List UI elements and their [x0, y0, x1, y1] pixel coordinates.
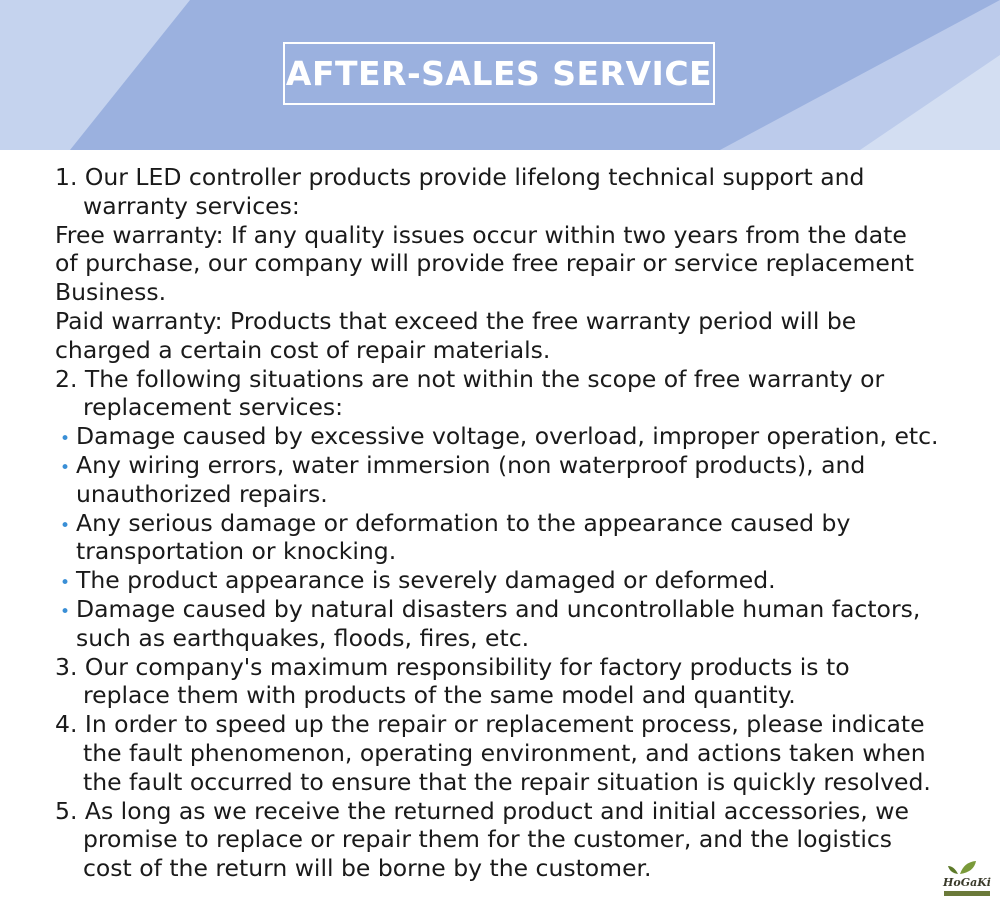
list-item: [55, 595, 985, 624]
bullet-5-text: Damage caused by natural disasters and uncontrollable human factors,: [76, 594, 921, 623]
free-warranty-line-2: of purchase, our company will provide free repair or service replacement: [55, 249, 914, 278]
bullet-2-text: Any wiring errors, water immersion (non waterproof products), and: [76, 450, 866, 479]
service-content: [55, 163, 985, 883]
section-3-line-1: 3. Our company's maximum responsibility for factory products is to: [55, 652, 850, 681]
list-item: [55, 509, 985, 538]
bullet-icon: •: [60, 601, 71, 622]
section-5-line-1: 5. As long as we receive the returned product and initial accessories, we: [55, 796, 909, 825]
section-2-line-2: replacement services:: [83, 393, 344, 422]
bullet-3-continuation: transportation or knocking.: [76, 537, 397, 566]
section-1-line-2: warranty services:: [83, 191, 300, 220]
header-banner: [0, 0, 1000, 150]
list-item: [55, 422, 985, 451]
bullet-2-continuation: unauthorized repairs.: [76, 479, 328, 508]
leaf-icon: [942, 858, 992, 878]
section-4-line-1: 4. In order to speed up the repair or replacement process, please indicate: [55, 710, 925, 739]
section-4-line-3: the fault occurred to ensure that the repair situation is quickly resolved.: [83, 767, 931, 796]
logo-text: HoGaKi: [943, 876, 991, 889]
paid-warranty-line-2: charged a certain cost of repair materials.: [55, 335, 551, 364]
bullet-icon: •: [60, 573, 71, 594]
section-5-line-3: cost of the return will be borne by the customer.: [83, 854, 652, 883]
bullet-icon: •: [60, 457, 71, 478]
list-item: [55, 566, 985, 595]
bullet-1-text: Damage caused by excessive voltage, overload, improper operation, etc.: [76, 422, 939, 451]
paid-warranty-line-1: Paid warranty: Products that exceed the free warranty period will be: [55, 306, 857, 335]
brand-logo: [942, 858, 992, 900]
list-item: [55, 451, 985, 480]
section-5-line-2: promise to replace or repair them for the customer, and the logistics: [83, 825, 893, 854]
free-warranty-line-1: Free warranty: If any quality issues occur within two years from the date: [55, 220, 907, 249]
bullet-icon: •: [60, 429, 71, 450]
section-4-line-2: the fault phenomenon, operating environment, and actions taken when: [83, 738, 926, 767]
section-1-line-1: 1. Our LED controller products provide lifelong technical support and: [55, 163, 865, 191]
bullet-4-text: The product appearance is severely damaged or deformed.: [76, 566, 776, 595]
page-title: AFTER-SALES SERVICE: [285, 54, 713, 93]
bullet-icon: •: [60, 515, 71, 536]
section-2-line-1: 2. The following situations are not within the scope of free warranty or: [55, 364, 885, 393]
bullet-5-continuation: such as earthquakes, floods, fires, etc.: [76, 623, 530, 652]
title-box: [283, 42, 715, 105]
free-warranty-line-3: Business.: [55, 278, 167, 307]
logo-underline: [944, 891, 990, 896]
bullet-3-text: Any serious damage or deformation to the appearance caused by: [76, 508, 851, 537]
section-3-line-2: replace them with products of the same model and quantity.: [83, 681, 796, 710]
